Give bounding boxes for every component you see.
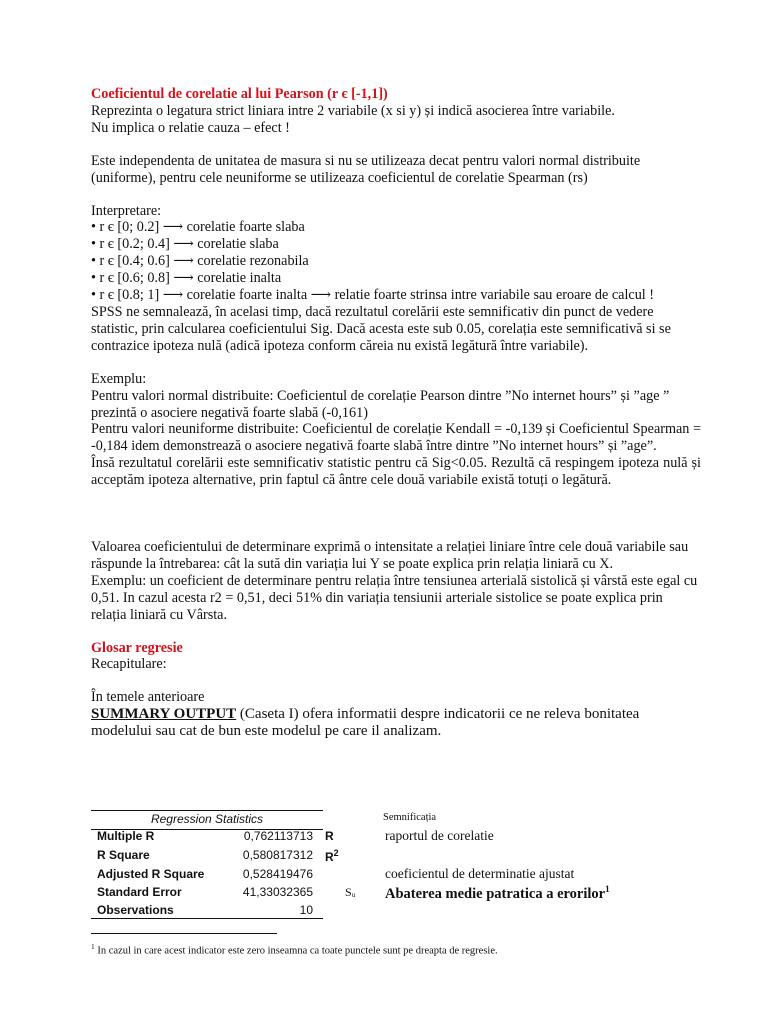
document-body: [91, 86, 701, 740]
exemplu-paragraph-1: Pentru valori normal distribuite: Coeficientul de corelație Pearson dintre ”No internet hours” și ”age ” prezintă o asociere negativă foarte slabă (-0,161): [91, 387, 670, 421]
table-title: Regression Statistics: [91, 810, 323, 830]
row-value: 41,33032365: [242, 885, 313, 899]
summary-text: (Caseta I) ofera informatii despre indicatorii ce ne releva bonitatea modelului sau cat de bun este modelul pe care il analizam.: [91, 706, 640, 740]
row-label: Adjusted R Square: [97, 867, 205, 881]
row-symbol: $R^2$: [325, 848, 339, 864]
table-row: [91, 866, 761, 885]
spss-paragraph: SPSS ne semnalează, în acelasi timp, dacă rezultatul corelării este semnificativ din punct de vedere statistic, prin calcularea coeficientului Sig. Dacă acesta este sub 0.05, corelația este semnificativă si se contrazice ipoteza nulă (adică ipoteza conform căreia nu există legătură între variabile).: [91, 303, 671, 354]
row-description: raportul de corelatie: [385, 828, 494, 843]
pearson-line-2: Nu implica o relatie cauza – efect !: [91, 119, 290, 136]
row-label: Standard Error: [97, 885, 182, 899]
semnificatia-header: Semnificația: [383, 812, 437, 823]
row-value: 0,528419476: [242, 867, 313, 881]
footnote-ref: 1: [605, 884, 610, 894]
summary-paragraph: [91, 706, 701, 740]
interpretare-item: • r є [0.4; 0.6] ⟶ corelatie rezonabila: [91, 253, 309, 270]
footnote-separator: [91, 933, 277, 934]
pearson-title: Coeficientul de corelatie al lui Pearson (r є [-1,1]): [91, 86, 388, 102]
exemplu-paragraph-3: Însă rezultatul corelării este semnificativ statistic pentru că Sig<0.05. Rezultă că respingem ipoteza nulă și acceptăm ipoteza alternative, prin faptul că ântre cele două variabile există totuți o legătură.: [91, 455, 701, 489]
interpretare-heading: Interpretare:: [91, 202, 162, 219]
table-bottom-rule: [91, 918, 323, 919]
glosar-title: Glosar regresie: [91, 639, 183, 656]
row-symbol: R: [325, 829, 334, 843]
row-value: 10: [299, 903, 313, 917]
table-row: [91, 847, 761, 866]
interpretare-item: • r є [0; 0.2] ⟶ corelatie foarte slaba: [91, 219, 305, 236]
glosar-recap: Recapitulare:: [91, 656, 167, 673]
row-label: R Square: [97, 848, 150, 862]
exemplu-paragraph-2: Pentru valori neuniforme distribuite: Coeficientul de corelație Kendall = -0,139 și Coeficientul Spearman = -0,184 idem demonstrează o asociere negativă foarte slabă între dintre ”No internet hours” și ”age”.: [91, 421, 701, 455]
glosar-intro: În temele anterioare: [91, 689, 205, 706]
row-value: 0,762113713: [243, 829, 313, 843]
determinare-paragraph-2: Exemplu: un coeficient de determinare pentru relația între tensiunea arterială sistolică și vârstă este egal cu 0,51. In cazul acesta r2 = 0,51, deci 51% din variația tensiunii arteriale sistolice se poate explica prin relația liniară cu Vârsta.: [91, 572, 698, 623]
row-value: 0,580817312: [242, 848, 313, 862]
interpretare-item: • r є [0.6; 0.8] ⟶ corelatie inalta: [91, 270, 282, 287]
interpretare-item: • r є [0.8; 1] ⟶ corelatie foarte inalta ⟶ relatie foarte strinsa intre variabile sau eroare de calcul !: [91, 287, 655, 304]
footnote: $^1$ In cazul in care acest indicator este zero inseamna ca toate punctele sunt pe dreapta de regresie.: [91, 942, 498, 957]
pearson-line-1: Reprezinta o legatura strict liniara intre 2 variabile (x si y) și indică asocierea între variabile.: [91, 102, 615, 119]
row-symbol: Sᵤ: [345, 885, 356, 899]
row-description: coeficientul de determinatie ajustat: [385, 866, 575, 881]
table-row: [91, 884, 761, 903]
interpretare-item: • r є [0.2; 0.4] ⟶ corelatie slaba: [91, 236, 279, 253]
table-row: [91, 828, 761, 847]
row-label: Multiple R: [97, 829, 155, 843]
row-label: Observations: [97, 903, 174, 917]
row-description: Abaterea medie patratica a erorilor$^1$: [385, 884, 610, 902]
determinare-paragraph-1: Valoarea coeficientului de determinare exprimă o intensitate a relației liniare între cele două variabile sau răspunde la întrebarea: cât la sută din variația lui Y se poate explica prin relația liniară cu X.: [91, 539, 689, 572]
exemplu-heading: Exemplu:: [91, 370, 147, 387]
pearson-paragraph: Este independenta de unitatea de masura si nu se utilizeaza decat pentru valori normal distribuite (uniforme), pentru cele neuniforme se utilizeaza coeficientul de corelatie Spearman (rs): [91, 152, 641, 186]
summary-output-label: SUMMARY OUTPUT: [91, 706, 237, 723]
